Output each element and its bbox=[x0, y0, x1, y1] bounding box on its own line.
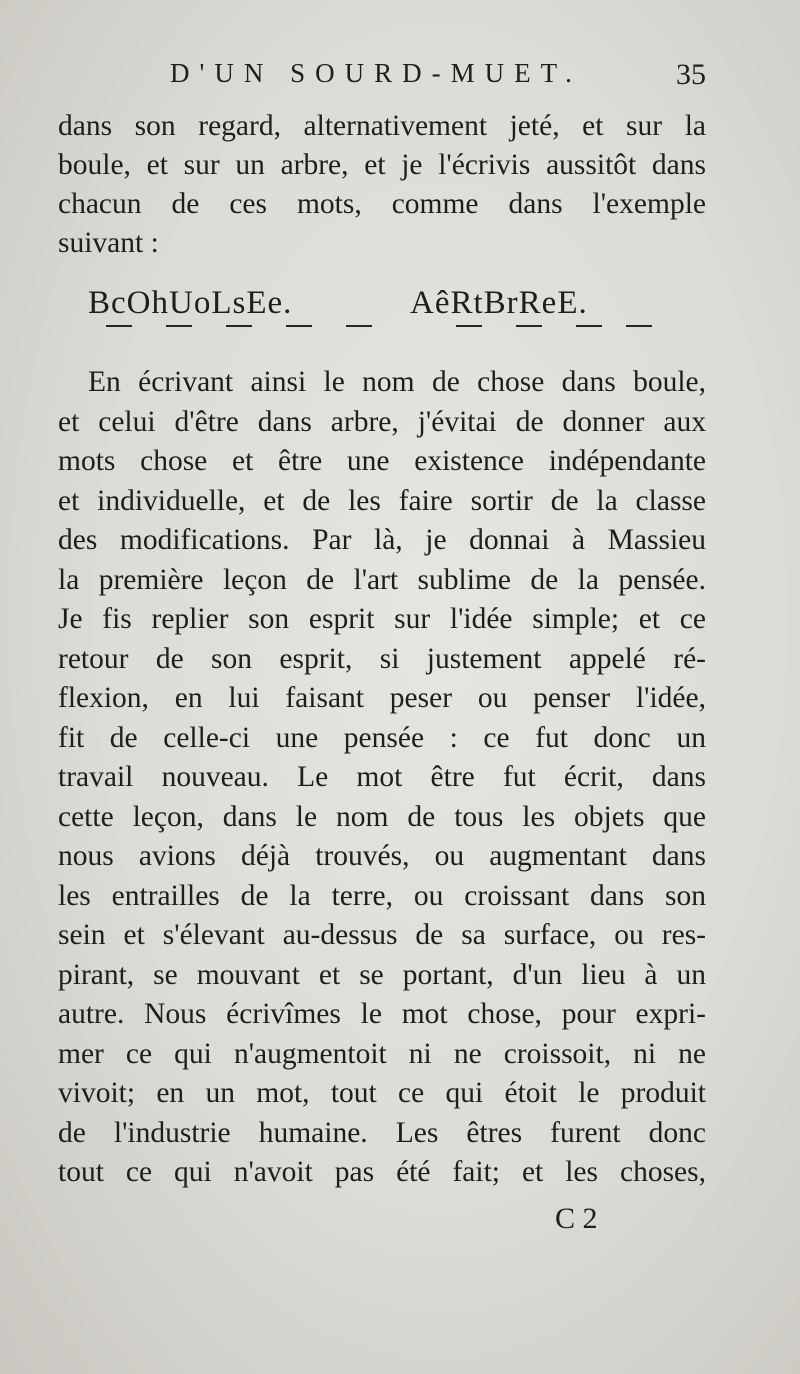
signature-mark: C 2 bbox=[555, 1202, 598, 1235]
page-number: 35 bbox=[676, 58, 706, 91]
text-line: et celui d'être dans arbre, j'évitai de donner aux bbox=[58, 405, 706, 438]
text-line: fit de celle-ci une pensée : ce fut donc un bbox=[58, 721, 706, 754]
text-line: tout ce qui n'avoit pas été fait; et les choses, bbox=[58, 1156, 706, 1188]
example-word-arbre-etre: AêRtBrReE. bbox=[410, 285, 588, 321]
text-line: les entrailles de la terre, ou croissant dans son bbox=[58, 879, 706, 912]
text-line: et individuelle, et de les faire sortir de la classe bbox=[58, 484, 706, 517]
text-line: mer ce qui n'augmentoit ni ne croissoit, ni ne bbox=[58, 1037, 706, 1070]
text-line: nous avions déjà trouvés, ou augmentant dans bbox=[58, 840, 706, 872]
text-line: travail nouveau. Le mot être fut écrit, dans bbox=[58, 761, 706, 793]
text-line: En écrivant ainsi le nom de chose dans boule, bbox=[88, 366, 706, 398]
text-line: sein et s'élevant au-dessus de sa surface, ou res- bbox=[58, 919, 706, 951]
text-line: retour de son esprit, si justement appelé ré- bbox=[58, 642, 706, 675]
text-line: dans son regard, alternativement jeté, et sur la bbox=[58, 110, 706, 142]
text-line: mots chose et être une existence indépendante bbox=[58, 445, 706, 477]
example-word-boule-chose: BcOhUoLsEe. bbox=[88, 285, 293, 321]
dash bbox=[626, 325, 652, 327]
running-title: D'UN SOURD-MUET. bbox=[170, 58, 582, 88]
text-line: autre. Nous écrivîmes le mot chose, pour expri- bbox=[58, 998, 706, 1030]
text-line: pirant, se mouvant et se portant, d'un lieu à un bbox=[58, 958, 706, 991]
dash bbox=[516, 325, 542, 327]
dash bbox=[106, 325, 132, 327]
text-line: suivant : bbox=[58, 227, 159, 259]
text-line: vivoit; en un mot, tout ce qui étoit le produit bbox=[58, 1077, 706, 1109]
text-line: Je fis replier son esprit sur l'idée simple; et ce bbox=[58, 603, 706, 635]
text-line: des modifications. Par là, je donnai à Massieu bbox=[58, 524, 706, 556]
text-line: boule, et sur un arbre, et je l'écrivis aussitôt dans bbox=[58, 149, 706, 181]
dash bbox=[346, 325, 372, 327]
example-dash-row bbox=[106, 325, 646, 335]
text-line: cette leçon, dans le nom de tous les objets que bbox=[58, 800, 706, 833]
dash bbox=[226, 325, 252, 327]
dash bbox=[166, 325, 192, 327]
text-line: de l'industrie humaine. Les êtres furent donc bbox=[58, 1116, 706, 1149]
text-line: chacun de ces mots, comme dans l'exemple bbox=[58, 188, 706, 220]
running-head bbox=[60, 58, 710, 98]
text-line: flexion, en lui faisant peser ou penser l'idée, bbox=[58, 682, 706, 714]
dash bbox=[576, 325, 602, 327]
text-line: la première leçon de l'art sublime de la pensée. bbox=[58, 563, 706, 596]
dash bbox=[456, 325, 482, 327]
dash bbox=[286, 325, 312, 327]
